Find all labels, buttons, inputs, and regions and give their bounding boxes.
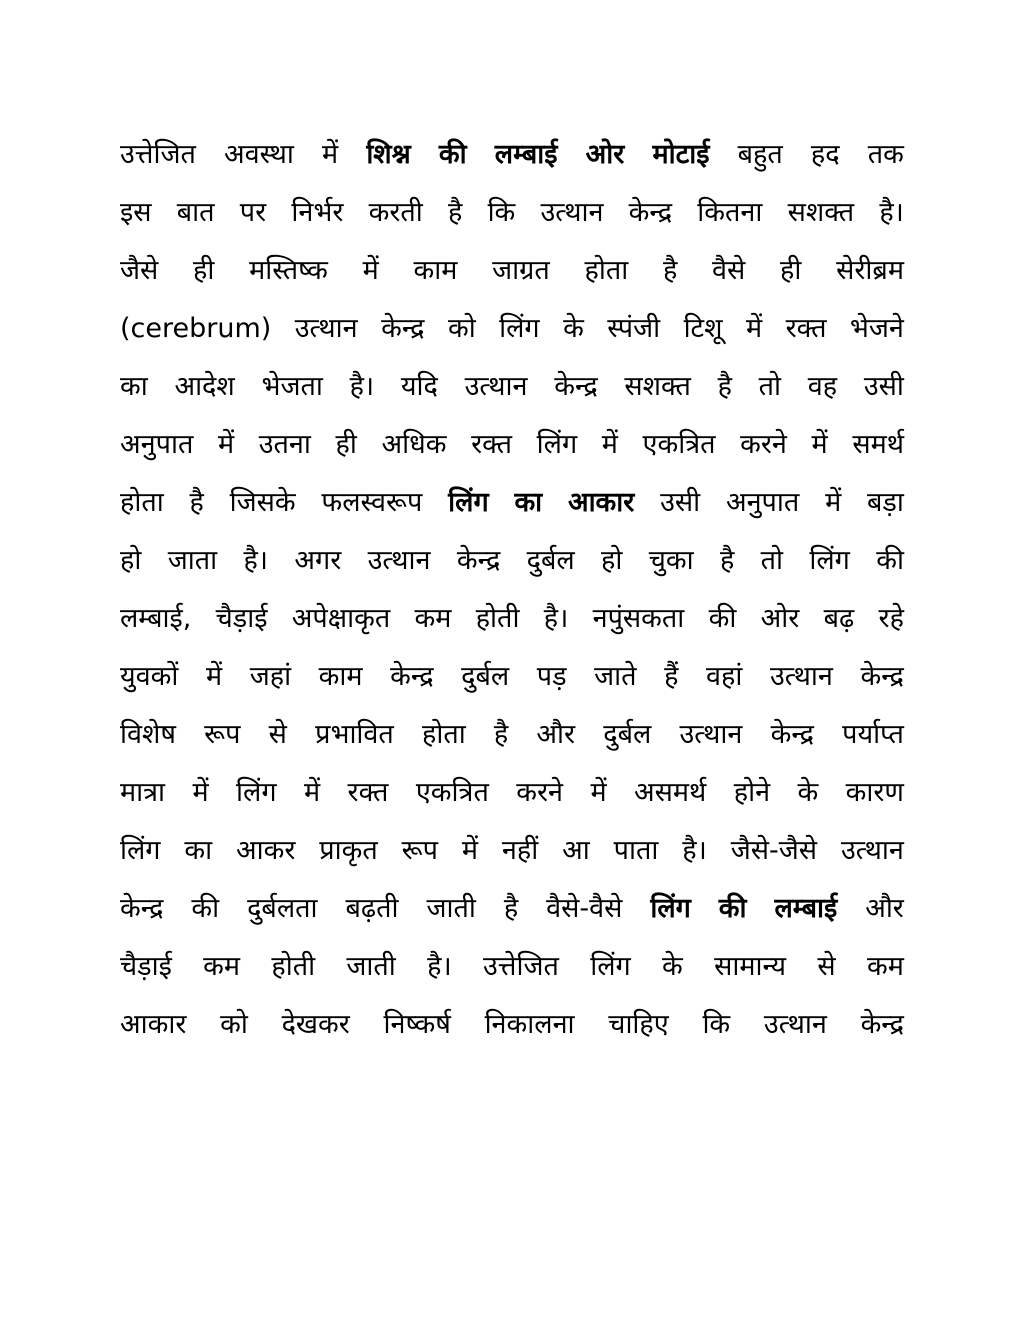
word: पर xyxy=(239,197,267,228)
word: उत्थान xyxy=(840,835,904,866)
word: है। xyxy=(427,951,452,982)
bold-word: आकार xyxy=(567,487,635,518)
word: सशक्त xyxy=(787,197,855,228)
body-text xyxy=(120,126,904,1054)
word: दुर्बलता xyxy=(247,893,318,924)
text-line xyxy=(120,706,904,764)
word: केन्द्र xyxy=(120,893,164,924)
word: जाते xyxy=(594,661,637,692)
word: बहुत xyxy=(737,139,783,170)
word: तक xyxy=(867,139,904,170)
word: होती xyxy=(271,951,316,982)
word: में xyxy=(205,661,223,692)
bold-word: की xyxy=(438,139,467,170)
word: निष्कर्ष xyxy=(383,1009,451,1040)
word: का xyxy=(120,371,148,402)
word: इस xyxy=(120,197,152,228)
word: उत्थान xyxy=(679,719,743,750)
word: लिंग xyxy=(536,429,578,460)
text-line xyxy=(120,764,904,822)
word: भेजता xyxy=(261,371,323,402)
word: चाहिए xyxy=(608,1009,669,1040)
word: ही xyxy=(335,429,357,460)
word: हद xyxy=(810,139,840,170)
bold-word: शिश्न xyxy=(366,139,411,170)
word: जैसे-जैसे xyxy=(730,835,818,866)
word: आकार xyxy=(120,1009,187,1040)
word: में xyxy=(303,777,321,808)
word: में xyxy=(825,487,842,518)
word: लिंग xyxy=(120,835,161,866)
word: निर्भर xyxy=(291,197,344,228)
word: जाग्रत xyxy=(492,255,550,286)
text-line xyxy=(120,474,904,532)
word: नहीं xyxy=(501,835,539,866)
word: में xyxy=(217,429,235,460)
word: ही xyxy=(780,255,802,286)
word: है xyxy=(448,197,463,228)
word: में xyxy=(362,255,379,286)
word: पड़ xyxy=(536,661,567,692)
text-line xyxy=(120,938,904,996)
word: सशक्त xyxy=(624,371,691,402)
word: उतना xyxy=(258,429,311,460)
word: केन्द्र xyxy=(628,197,673,228)
word: अनुपात xyxy=(120,429,194,460)
word: सेरीब्रम xyxy=(836,255,904,286)
word: तो xyxy=(758,371,782,402)
word: उसी xyxy=(660,487,701,518)
word: लिंग xyxy=(590,951,631,982)
word: है। xyxy=(243,545,269,576)
word: है xyxy=(662,255,678,286)
text-line xyxy=(120,300,904,358)
word: रक्त xyxy=(347,777,389,808)
text-line xyxy=(120,184,904,242)
word: उत्थान xyxy=(464,371,528,402)
bold-word: ओर xyxy=(585,139,625,170)
word: के xyxy=(797,777,819,808)
text-line xyxy=(120,822,904,880)
word: जिसके xyxy=(229,487,296,518)
word: वैसे xyxy=(712,255,746,286)
word: यदि xyxy=(400,371,438,402)
word: है। xyxy=(349,371,375,402)
word: अवस्था xyxy=(224,139,294,170)
word: उत्थान xyxy=(367,545,431,576)
word: में xyxy=(745,313,763,344)
word: टिशू xyxy=(683,313,723,344)
word: दुर्बल xyxy=(603,719,652,750)
word: केन्द्र xyxy=(860,661,904,692)
word: फलस्वरूप xyxy=(321,487,423,518)
word: हैं xyxy=(664,661,679,692)
word: रूप xyxy=(204,719,241,750)
word: करती xyxy=(368,197,423,228)
word: है xyxy=(717,371,732,402)
word: केन्द्र xyxy=(554,371,598,402)
word: के xyxy=(662,951,683,982)
word: मस्तिष्क xyxy=(249,255,328,286)
word: निकालना xyxy=(484,1009,575,1040)
word: एकत्रित xyxy=(415,777,489,808)
word: स्पंजी xyxy=(607,313,661,344)
word: आकर xyxy=(236,835,296,866)
word: होता xyxy=(422,719,466,750)
word: सामान्य xyxy=(714,951,787,982)
word: रूप xyxy=(401,835,438,866)
word: पर्याप्त xyxy=(842,719,904,750)
word: केन्द्र xyxy=(860,1009,904,1040)
word: लम्बाई, xyxy=(120,603,192,634)
word: युवकों xyxy=(120,661,179,692)
bold-word: की xyxy=(718,893,747,924)
word: मात्रा xyxy=(120,777,166,808)
text-line xyxy=(120,416,904,474)
word: पाता xyxy=(613,835,659,866)
word: अधिक xyxy=(381,429,447,460)
word: है xyxy=(493,719,509,750)
word: से xyxy=(268,719,287,750)
word: होता xyxy=(584,255,629,286)
text-line xyxy=(120,996,904,1054)
word: जाती xyxy=(426,893,476,924)
word: ही xyxy=(193,255,215,286)
word: चुका xyxy=(648,545,694,576)
word: हो xyxy=(120,545,142,576)
word: रक्त xyxy=(785,313,827,344)
word: उत्थान xyxy=(769,661,833,692)
word: होती xyxy=(475,603,520,634)
word: (cerebrum) xyxy=(120,313,272,344)
text-line xyxy=(120,532,904,590)
word: उत्थान xyxy=(540,197,604,228)
word: चैड़ाई xyxy=(120,951,172,982)
word: भेजने xyxy=(849,313,904,344)
word: है। xyxy=(543,603,569,634)
word: उत्थान xyxy=(294,313,358,344)
word: होने xyxy=(733,777,771,808)
word: रहे xyxy=(878,603,904,634)
word: ओर xyxy=(760,603,800,634)
word: में xyxy=(601,429,618,460)
word: अगर xyxy=(294,545,342,576)
word: लिंग xyxy=(499,313,540,344)
word: के xyxy=(563,313,584,344)
word: वहां xyxy=(706,661,743,692)
word: करने xyxy=(740,429,787,460)
word: वह xyxy=(807,371,838,402)
word: विशेष xyxy=(120,719,176,750)
bold-word: लिंग xyxy=(448,487,489,518)
word: है xyxy=(189,487,204,518)
word: दुर्बल xyxy=(461,661,510,692)
word: जैसे xyxy=(120,255,159,286)
word: को xyxy=(220,1009,248,1040)
word: लिंग xyxy=(236,777,277,808)
word: केन्द्र xyxy=(381,313,425,344)
word: की xyxy=(708,603,737,634)
word: में xyxy=(811,429,828,460)
word: कम xyxy=(414,603,452,634)
word: काम xyxy=(413,255,458,286)
word: नपुंसकता xyxy=(592,603,685,634)
word: अनुपात xyxy=(725,487,800,518)
word: उत्तेजित xyxy=(120,139,196,170)
word: केन्द्र xyxy=(390,661,434,692)
word: है xyxy=(719,545,735,576)
bold-word: लम्बाई xyxy=(774,893,838,924)
word: केन्द्र xyxy=(770,719,814,750)
word: कितना xyxy=(697,197,763,228)
word: तो xyxy=(760,545,784,576)
word: कारण xyxy=(845,777,904,808)
word: उत्थान xyxy=(763,1009,827,1040)
word: की xyxy=(876,545,904,576)
word: है xyxy=(503,893,519,924)
word: प्रभावित xyxy=(315,719,394,750)
word: में xyxy=(590,777,607,808)
word: करने xyxy=(516,777,564,808)
word: होता xyxy=(120,487,164,518)
bold-word: लिंग xyxy=(650,893,691,924)
word: वैसे-वैसे xyxy=(546,893,623,924)
word: जाता xyxy=(167,545,218,576)
word: और xyxy=(865,893,904,924)
word: उत्तेजित xyxy=(483,951,559,982)
text-line xyxy=(120,242,904,300)
word: चैड़ाई xyxy=(215,603,268,634)
word: अपेक्षाकृत xyxy=(291,603,391,634)
word: बात xyxy=(176,197,215,228)
word: बढ़ती xyxy=(345,893,399,924)
word: आ xyxy=(562,835,590,866)
word: एकत्रित xyxy=(642,429,716,460)
word: का xyxy=(184,835,213,866)
word: असमर्थ xyxy=(634,777,707,808)
word: कम xyxy=(866,951,904,982)
word: उसी xyxy=(863,371,904,402)
word: देखकर xyxy=(281,1009,350,1040)
word: है। xyxy=(682,835,707,866)
word: में xyxy=(322,139,339,170)
word: बढ़ xyxy=(823,603,855,634)
word: कि xyxy=(702,1009,731,1040)
word: जाती xyxy=(346,951,396,982)
word: केन्द्र xyxy=(456,545,501,576)
bold-word: का xyxy=(514,487,543,518)
bold-word: मोटाई xyxy=(652,139,710,170)
word: रक्त xyxy=(471,429,513,460)
text-line xyxy=(120,590,904,648)
word: लिंग xyxy=(809,545,850,576)
bold-word: लम्बाई xyxy=(494,139,558,170)
word: जहां xyxy=(249,661,292,692)
text-line xyxy=(120,126,904,184)
word: बड़ा xyxy=(867,487,904,518)
word: है। xyxy=(879,197,904,228)
word: से xyxy=(817,951,836,982)
word: काम xyxy=(318,661,363,692)
word: हो xyxy=(601,545,623,576)
word: प्राकृत xyxy=(319,835,378,866)
word: आदेश xyxy=(174,371,235,402)
word: की xyxy=(191,893,220,924)
word: और xyxy=(536,719,576,750)
word: समर्थ xyxy=(852,429,904,460)
text-line xyxy=(120,880,904,938)
word: कम xyxy=(203,951,241,982)
word: को xyxy=(447,313,476,344)
word: में xyxy=(461,835,479,866)
text-line xyxy=(120,358,904,416)
word: कि xyxy=(487,197,516,228)
text-line xyxy=(120,648,904,706)
word: में xyxy=(192,777,209,808)
word: दुर्बल xyxy=(526,545,575,576)
